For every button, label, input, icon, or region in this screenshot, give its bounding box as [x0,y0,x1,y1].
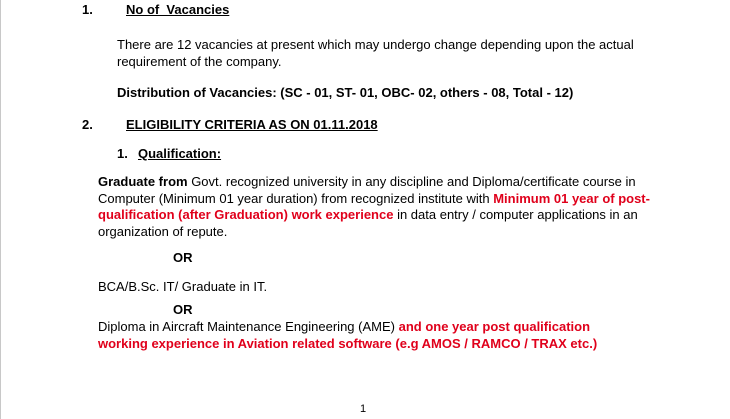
option-1-experience-emphasis: Minimum 01 year of post-qualification (after Graduation) work experience [98,190,650,222]
or-separator-2: OR [173,302,193,317]
option-1-text-a: Govt. recognized university in any discipline and Diploma/certificate course in Computer (Minimum 01 year duration) from recognized institute with [98,174,636,206]
section-2-heading: ELIGIBILITY CRITERIA AS ON 01.11.2018 [126,117,378,132]
option-3-text: Diploma in Aircraft Maintenance Engineering (AME) [98,319,399,334]
section-2-number: 2. [82,117,93,132]
qualification-number: 1. [117,146,128,161]
section-1-number: 1. [82,2,93,17]
option-1-lead: Graduate from [98,174,188,189]
option-3-emphasis-a: and one year post qualification [398,319,591,334]
section-1-paragraph: There are 12 vacancies at present which may undergo change depending upon the actual requirement of the company. [117,37,634,69]
qualification-option-1 [98,174,654,240]
qualification-option-2: BCA/B.Sc. IT/ Graduate in IT. [98,279,268,294]
qualification-option-3-line-2: working experience in Aviation related software (e.g AMOS / RAMCO / TRAX etc.) [98,336,598,351]
vacancy-distribution: Distribution of Vacancies: (SC - 01, ST- 01, OBC- 02, others - 08, Total - 12) [117,85,574,100]
option-1-text-b: in data entry / computer applications in an organization of repute. [98,207,638,239]
page-number: 1 [360,403,367,415]
or-separator-1: OR [173,250,193,265]
section-1-heading: No of Vacancies [126,2,230,17]
page-edge [0,0,1,419]
qualification-heading: Qualification: [138,146,222,161]
qualification-option-3-line-1 [98,319,590,335]
